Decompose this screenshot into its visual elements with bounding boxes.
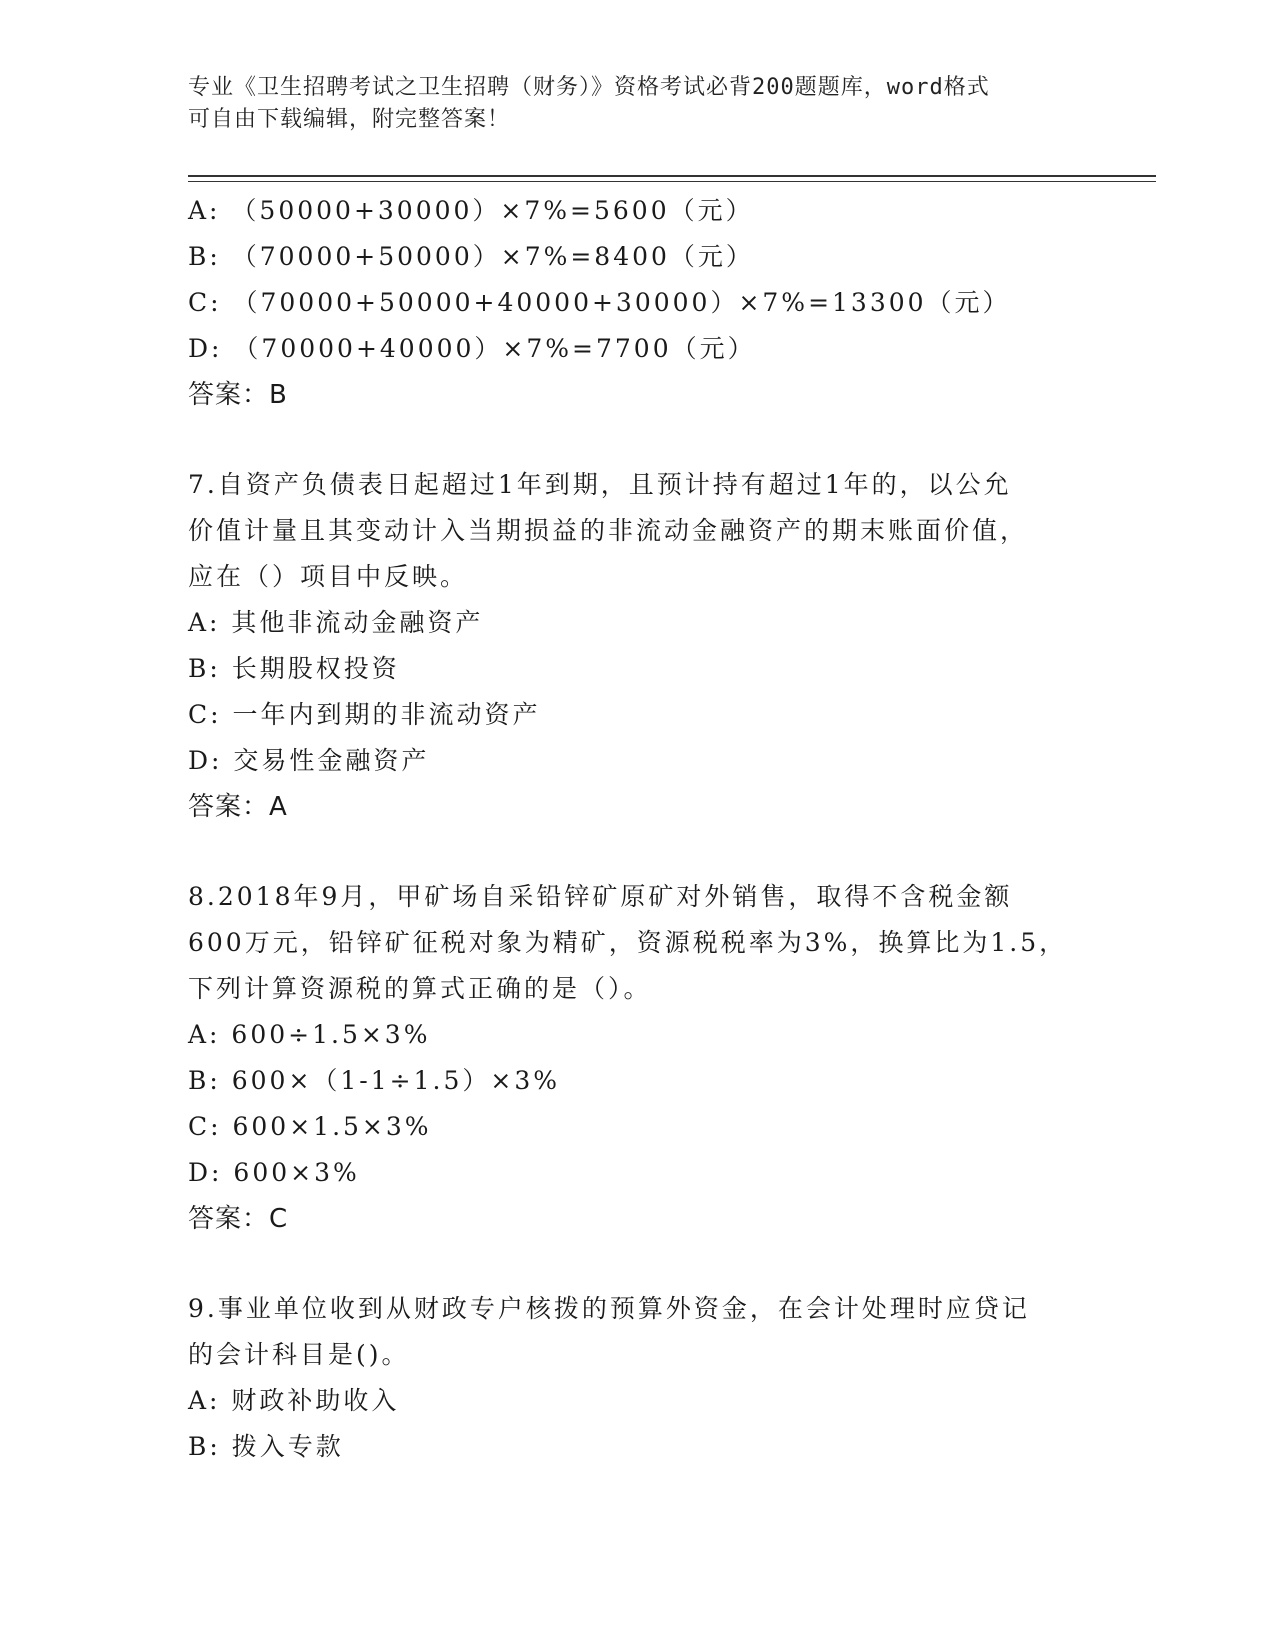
option-d: D: 交易性金融资产: [188, 746, 430, 775]
question-9: [188, 1286, 1088, 1470]
question-stem-line: 的会计科目是()。: [188, 1340, 410, 1369]
header-divider-thick: [188, 175, 1156, 177]
option-a: A: 其他非流动金融资产: [188, 608, 484, 637]
question-stem-line: 9.事业单位收到从财政专户核拨的预算外资金，在会计处理时应贷记: [188, 1294, 1030, 1323]
spacer: [188, 830, 1088, 874]
answer: 答案：C: [188, 1204, 289, 1234]
option-d: D: （70000+40000）×7%=7700（元）: [188, 334, 756, 363]
option-b: B: 拨入专款: [188, 1432, 344, 1461]
option-c: C: （70000+50000+40000+30000）×7%=13300（元）: [188, 288, 1011, 317]
question-stem-line: 8.2018年9月，甲矿场自采铅锌矿原矿对外销售，取得不含税金额: [188, 882, 1013, 911]
option-a: A: 财政补助收入: [188, 1386, 400, 1415]
question-stem-line: 应在（）项目中反映。: [188, 562, 469, 591]
option-b: B: 600×（1-1÷1.5）×3%: [188, 1066, 560, 1095]
spacer: [188, 418, 1088, 462]
document-body: [188, 188, 1088, 1470]
header-line-2: 可自由下载编辑，附完整答案！: [188, 107, 511, 132]
option-b: B: （70000+50000）×7%=8400（元）: [188, 242, 754, 271]
option-a: A: （50000+30000）×7%=5600（元）: [188, 196, 754, 225]
question-stem-line: 7.自资产负债表日起超过1年到期，且预计持有超过1年的，以公允: [188, 470, 1012, 499]
option-a: A: 600÷1.5×3%: [188, 1020, 431, 1049]
question-8: [188, 874, 1088, 1242]
header-divider-thin: [188, 181, 1156, 182]
question-7: [188, 462, 1088, 830]
question-stem-line: 下列计算资源税的算式正确的是（）。: [188, 974, 652, 1003]
document-header: [188, 72, 1088, 136]
option-b: B: 长期股权投资: [188, 654, 400, 683]
answer: 答案：B: [188, 380, 288, 410]
question-stem-line: 价值计量且其变动计入当期损益的非流动金融资产的期末账面价值，: [188, 516, 1029, 545]
answer: 答案：A: [188, 792, 288, 822]
header-line-1: 专业《卫生招聘考试之卫生招聘（财务）》资格考试必背200题题库，word格式: [188, 75, 990, 100]
option-c: C: 600×1.5×3%: [188, 1112, 432, 1141]
question-6: [188, 188, 1088, 418]
question-stem-line: 600万元，铅锌矿征税对象为精矿，资源税税率为3%，换算比为1.5，: [188, 928, 1068, 957]
option-d: D: 600×3%: [188, 1158, 360, 1187]
option-c: C: 一年内到期的非流动资产: [188, 700, 541, 729]
spacer: [188, 1242, 1088, 1286]
